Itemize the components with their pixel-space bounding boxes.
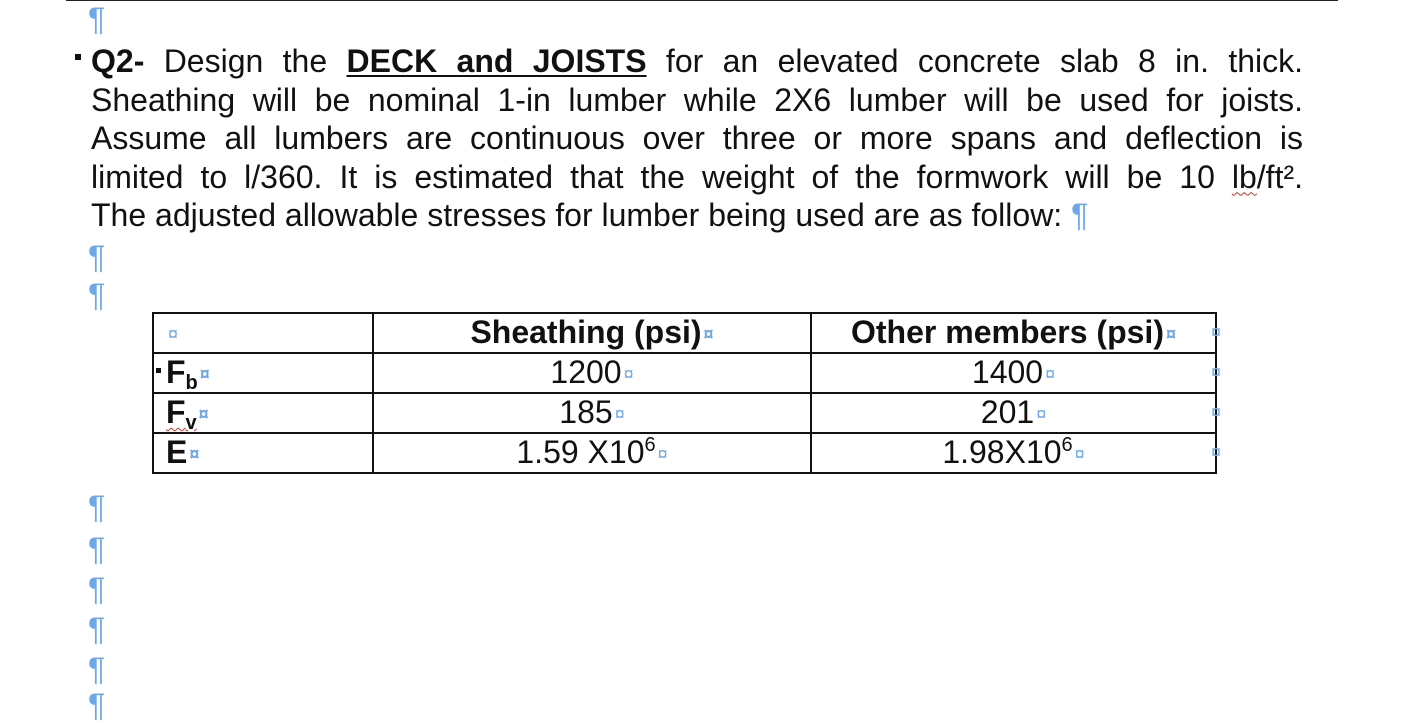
question-text-pre: Design the xyxy=(144,43,347,79)
cell-end-mark: ¤ xyxy=(1165,324,1176,344)
table-cell xyxy=(811,353,1216,393)
row-label-e xyxy=(153,433,373,473)
row-end-mark: ¤ xyxy=(1211,322,1222,342)
sheathing-value: 1200 xyxy=(550,354,622,390)
row-label-fb xyxy=(153,353,373,393)
table-cell xyxy=(373,433,811,473)
paragraph-mark: ¶ xyxy=(88,489,106,525)
cell-end-mark: ¤ xyxy=(189,444,200,464)
row-label-sub: v xyxy=(185,412,197,434)
question-line-3: Assume all lumbers are continuous over three or more spans and deflection is xyxy=(91,120,1303,156)
table-cell xyxy=(373,393,811,433)
paragraph-mark: ¶ xyxy=(88,239,106,275)
sheathing-value: 185 xyxy=(559,394,613,430)
row-end-mark: ¤ xyxy=(1211,442,1222,462)
question-text-line4-end: /ft². xyxy=(1256,158,1303,195)
row-end-mark: ¤ xyxy=(1211,402,1222,422)
row-label-main: F xyxy=(166,354,186,390)
row-label-main: F xyxy=(166,394,186,430)
row-label-sub: b xyxy=(185,372,198,394)
cell-end-mark: ¤ xyxy=(1036,404,1047,424)
cell-end-mark: ¤ xyxy=(623,364,634,384)
table-header-cell xyxy=(373,313,811,353)
paragraph-mark: ¶ xyxy=(88,277,106,313)
table-header-row xyxy=(153,313,1216,353)
other-value: 1400 xyxy=(971,354,1044,390)
cell-end-mark: ¤ xyxy=(198,404,209,424)
question-paragraph xyxy=(91,42,1303,235)
question-line-2: Sheathing will be nominal 1-in lumber while 2X6 lumber will be used for joists. xyxy=(91,81,1303,118)
question-label: Q2- xyxy=(91,43,145,79)
question-line-4 xyxy=(91,158,1303,197)
page-top-border xyxy=(66,0,1338,1)
paragraph-mark: ¶ xyxy=(1071,197,1089,233)
question-line-5 xyxy=(91,196,1303,235)
paragraph-mark: ¶ xyxy=(88,687,106,723)
other-value: 201 xyxy=(980,394,1035,430)
table-header-cell-empty xyxy=(153,313,373,353)
header-sheathing: Sheathing (psi) xyxy=(470,314,702,350)
question-text-line5: The adjusted allowable stresses for lumber being used are as follow: xyxy=(91,197,1072,233)
other-value: 1.98X10 xyxy=(942,434,1062,470)
question-emphasis: DECK and JOISTS xyxy=(346,43,647,79)
header-other-members: Other members (psi) xyxy=(851,314,1164,350)
question-line-1 xyxy=(91,42,1303,81)
row-label-spellcheck xyxy=(166,394,197,434)
table-cell xyxy=(373,353,811,393)
cell-end-mark: ¤ xyxy=(168,324,179,344)
paragraph-mark: ¶ xyxy=(88,1,106,37)
table-cell xyxy=(811,393,1216,433)
cell-end-mark: ¤ xyxy=(614,404,625,424)
paragraph-mark: ¶ xyxy=(88,571,106,607)
paragraph-bullet xyxy=(75,54,81,60)
paragraph-mark: ¶ xyxy=(88,651,106,687)
cell-end-mark: ¤ xyxy=(657,444,668,464)
table-cell xyxy=(811,433,1216,473)
cell-end-mark: ¤ xyxy=(1045,364,1056,384)
cell-end-mark: ¤ xyxy=(1074,444,1085,464)
question-text-line1-end: for an elevated concrete slab 8 in. thick. xyxy=(646,43,1304,79)
paragraph-mark: ¶ xyxy=(88,611,106,647)
exponent: 6 xyxy=(644,434,656,456)
allowable-stress-table xyxy=(152,312,1217,474)
row-end-mark: ¤ xyxy=(1211,362,1222,382)
exponent: 6 xyxy=(1061,434,1073,456)
cell-end-mark: ¤ xyxy=(199,364,210,384)
table-row xyxy=(153,393,1216,433)
sheathing-value: 1.59 X10 xyxy=(516,434,645,470)
table-row xyxy=(153,433,1216,473)
table-header-cell xyxy=(811,313,1216,353)
paragraph-mark: ¶ xyxy=(88,531,106,567)
question-text-line4: limited to l/360. It is estimated that the weight of the formwork will be 10 xyxy=(91,158,1232,195)
spellcheck-word: lb xyxy=(1231,158,1257,195)
row-label-fv xyxy=(153,393,373,433)
cell-end-mark: ¤ xyxy=(703,324,714,344)
row-label-main: E xyxy=(166,434,188,470)
table-row xyxy=(153,353,1216,393)
